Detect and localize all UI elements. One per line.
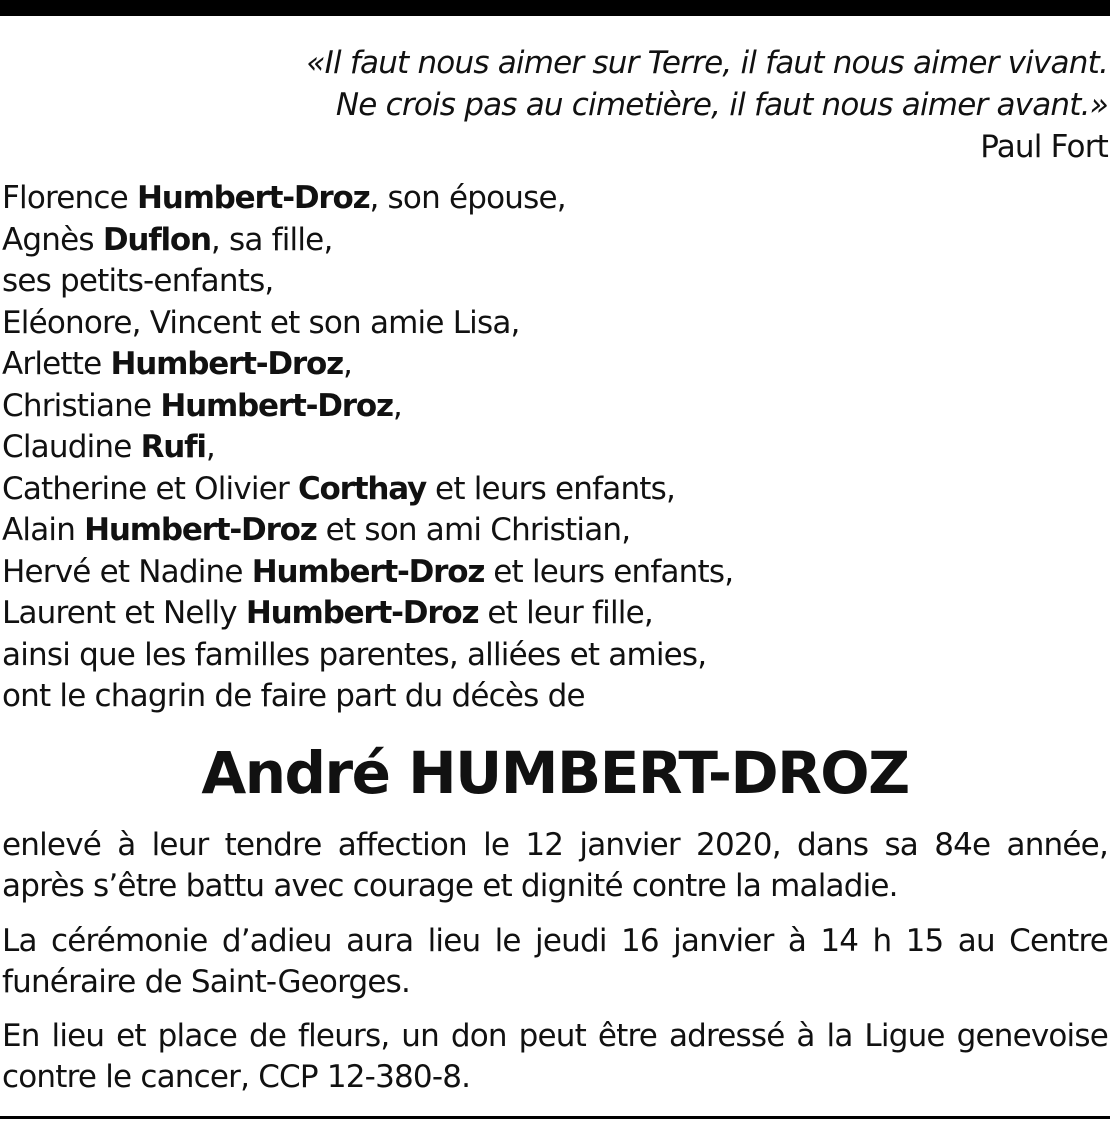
paragraph-line: contre le cancer, CCP 12-380-8. xyxy=(2,1059,471,1095)
top-rule xyxy=(0,0,1110,16)
family-line: Christiane Humbert-Droz, xyxy=(2,387,402,424)
epigraph-quote xyxy=(306,42,1108,168)
family-list xyxy=(2,178,733,718)
quote-author: Paul Fort xyxy=(980,129,1108,165)
family-line: Alain Humbert-Droz et son ami Christian, xyxy=(2,512,631,548)
family-line: Agnès Duflon, sa fille, xyxy=(2,221,333,258)
paragraph-ceremony xyxy=(2,921,1108,1003)
paragraph-line: après s’être battu avec courage et dignité contre la maladie. xyxy=(2,868,898,904)
quote-line-1: «Il faut nous aimer sur Terre, il faut nous aimer vivant. xyxy=(306,45,1108,81)
family-line: Claudine Rufi, xyxy=(2,429,215,465)
quote-line-2: Ne crois pas au cimetière, il faut nous aimer avant.» xyxy=(335,87,1108,123)
bottom-rule xyxy=(0,1116,1110,1119)
family-line: ainsi que les familles parentes, alliées et amies, xyxy=(2,636,707,673)
family-line: Florence Humbert-Droz, son épouse, xyxy=(2,180,566,216)
paragraph-donation xyxy=(2,1016,1108,1098)
family-line: Hervé et Nadine Humbert-Droz et leurs enfants, xyxy=(2,553,734,590)
paragraph-line: En lieu et place de fleurs, un don peut être adressé à la Ligue genevoise xyxy=(2,1018,1108,1054)
family-line: Arlette Humbert-Droz, xyxy=(2,346,353,382)
family-line: Laurent et Nelly Humbert-Droz et leur fille, xyxy=(2,595,653,631)
family-line: ses petits-enfants, xyxy=(2,263,274,299)
paragraph-line: enlevé à leur tendre affection le 12 janvier 2020, dans sa 84e année, xyxy=(2,827,1108,863)
paragraph-death xyxy=(2,825,1108,907)
paragraph-line: funéraire de Saint-Georges. xyxy=(2,964,411,1000)
paragraph-line: La cérémonie d’adieu aura lieu le jeudi 16 janvier à 14 h 15 au Centre xyxy=(2,923,1108,959)
family-line: Catherine et Olivier Corthay et leurs enfants, xyxy=(2,470,676,507)
deceased-name: André HUMBERT-DROZ xyxy=(201,739,909,807)
family-line: Eléonore, Vincent et son amie Lisa, xyxy=(2,304,520,341)
family-line: ont le chagrin de faire part du décès de xyxy=(2,678,585,714)
